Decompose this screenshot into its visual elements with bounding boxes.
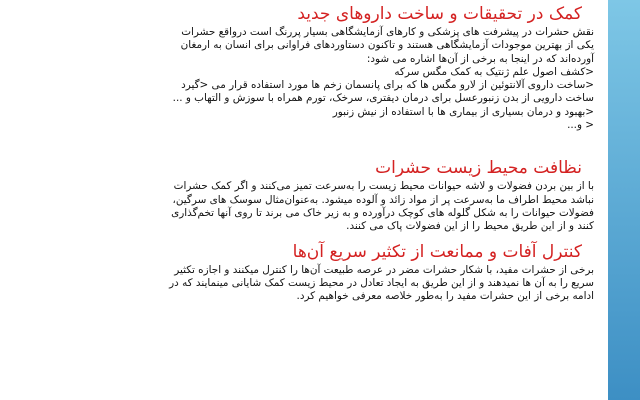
section-spacer [14, 234, 594, 242]
section-body-pest-control [14, 264, 594, 304]
section-body-cleaning [14, 180, 594, 233]
text-line: <ساخت داروی آلانتوئین از لارو مگس ها که برای پانسمان زخم ها مورد استفاده قرار می <گیرد [181, 79, 594, 92]
text-line: با از بین بردن فضولات و لاشه حیوانات محیط زیست را به‌سرعت تمیز می‌کنند و اگر کمک حشرات [173, 180, 594, 193]
section-title-cleaning: نظافت محیط زیست حشرات [375, 158, 582, 179]
text-line: آورده‌اند که در اینجا به برخی از آن‌ها اشاره می شود: [366, 52, 594, 65]
section-title-pest-control: کنترل آفات و ممانعت از تکثیر سریع آن‌ها [292, 241, 582, 262]
text-line: فضولات حیوانات را به شکل گلوله های کوچک درآورده و به زیر خاک می برند تا روی آنها تخم‌گذاری [171, 206, 594, 219]
text-line: نباشد محیط اطراف ما به‌سرعت پر از مواد زائد و آلوده میشود. به‌عنوان‌مثال سوسک های سرگین، [172, 193, 594, 206]
text-line: کنند و از این طریق محیط را از این فضولات پاک می کنند. [346, 220, 594, 233]
text-line: یکی از بهترین موجودات آزمایشگاهی هستند و تاکنون دستاوردهای فراوانی برای انسان به ارمغان [180, 39, 594, 52]
text-line: <بهبود و درمان بسیاری از بیماری ها با استفاده از نیش زنبور [332, 105, 594, 118]
section-title-research: کمک در تحقیقات و ساخت داروهای جدید [297, 4, 582, 24]
section-body-research [14, 26, 594, 132]
section-spacer [14, 132, 594, 158]
decorative-side-bar [608, 0, 640, 400]
text-line: نقش حشرات در پیشرفت های پزشکی و کارهای آزمایشگاهی بسیار پررنگ است درواقع حشرات [181, 26, 594, 38]
text-line: <کشف اصول علم ژنتیک به کمک مگس سرکه [394, 65, 594, 78]
text-line: ادامه برخی از این حشرات مفید را به‌طور خلاصه معرفی خواهیم کرد. [296, 290, 594, 303]
text-line: برخی از حشرات مفید، با شکار حشرات مضر در عرصه طبیعت آن‌ها را کنترل میکنند و اجازه تکثیر [174, 263, 594, 276]
text-line: سریع را به آن ها نمیدهند و از این طریق به ایجاد تعادل در محیط زیست کمک شایانی مینمایند که در [169, 276, 594, 289]
text-line: < و... [567, 119, 594, 132]
text-line: ساخت دارویی از بدن زنبورعسل برای درمان دیفتری، سرخک، تورم همراه با سوزش و التهاب و ... [172, 92, 594, 105]
